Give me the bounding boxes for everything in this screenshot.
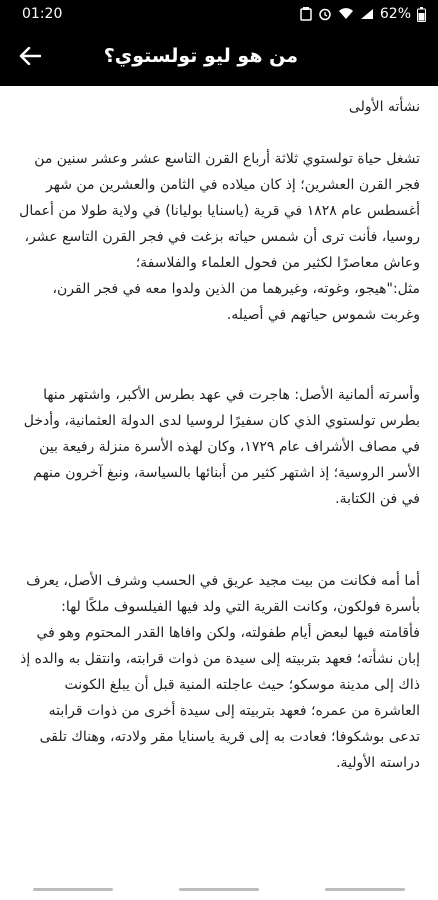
wifi-icon <box>338 8 354 20</box>
alarm-icon <box>318 7 332 21</box>
status-icons <box>300 6 426 22</box>
signal-icon <box>360 8 374 20</box>
arrow-back-icon <box>19 47 41 69</box>
battery-percent: 62% <box>379 6 411 22</box>
status-time: 01:20 <box>22 6 63 22</box>
bottom-nav-bar <box>0 878 438 900</box>
battery-icon <box>417 7 426 22</box>
back-button[interactable] <box>16 44 44 72</box>
article-content <box>18 94 420 776</box>
app-bar <box>0 30 438 86</box>
page-title: من هو ليو تولستوي؟ <box>103 45 298 67</box>
nav-home-button[interactable] <box>179 888 259 891</box>
notification-icon <box>300 7 312 21</box>
status-bar <box>0 0 438 30</box>
article-heading: نشأته الأولى <box>348 99 420 115</box>
article-paragraph-4: أما أمه فكانت من بيت مجيد عريق في الحسب وشرف الأصل، يعرف بأسرة فولكون، وكانت القرية التي ولد فيها الفيلسوف ملكًا لها: فأقامته فيها لبعض أيام طفولته، ولكن وافاها القدر المحتوم وهو في إبان نشأته؛ فعهد بتربيته إلى سيدة من ذوات قرابته، وانتقل به والده إذ ذاك إلى مدينة موسكو؛ حيث عاجلته المنية قبل أن يبلغ الكونت العاشرة من عمره؛ فعهد بتربيته إلى سيدة أخرى من ذوات قرابته تدعى بوشكوفا؛ فعادت به إلى قرية ياسنايا مقر ولادته، وهناك تلقى دراسته الأولية. <box>20 573 420 771</box>
nav-back-button[interactable] <box>325 888 405 891</box>
nav-recents-button[interactable] <box>33 888 113 891</box>
article-paragraph-3: وأسرته ألمانية الأصل: هاجرت في عهد بطرس الأكبر، واشتهر منها بطرس تولستوي الذي كان سفيرًا لروسيا لدى الدولة العثمانية، وأدخل في مصاف الأشراف عام ١٧٢٩، وكان لهذه الأسرة منزلة رفيعة بين الأسر الروسية؛ إذ اشتهر كثير من أبنائها بالسياسة، ونبغ آخرون منهم في فن الكتابة. <box>23 387 420 507</box>
article-paragraph-2: مثل:"هيجو، وغوته، وغيرهما من الذين ولدوا معه في فجر القرن، وغربت شموس حياتهم في أصيله. <box>52 281 420 323</box>
article-paragraph-1: تشغل حياة تولستوي ثلاثة أرباع القرن التاسع عشر وعشر سنين من فجر القرن العشرين؛ إذ كان ميلاده في الثامن والعشرين من شهر أغسطس عام ١٨٢٨ في قرية (ياسنايا بوليانا) في ولاية طولا من أعمال روسيا، فأنت ترى أن شمس حياته بزغت في فجر القرن التاسع عشر، وعاش معاصرًا لكثير من فحول العلماء والفلاسفة؛ <box>19 151 420 271</box>
